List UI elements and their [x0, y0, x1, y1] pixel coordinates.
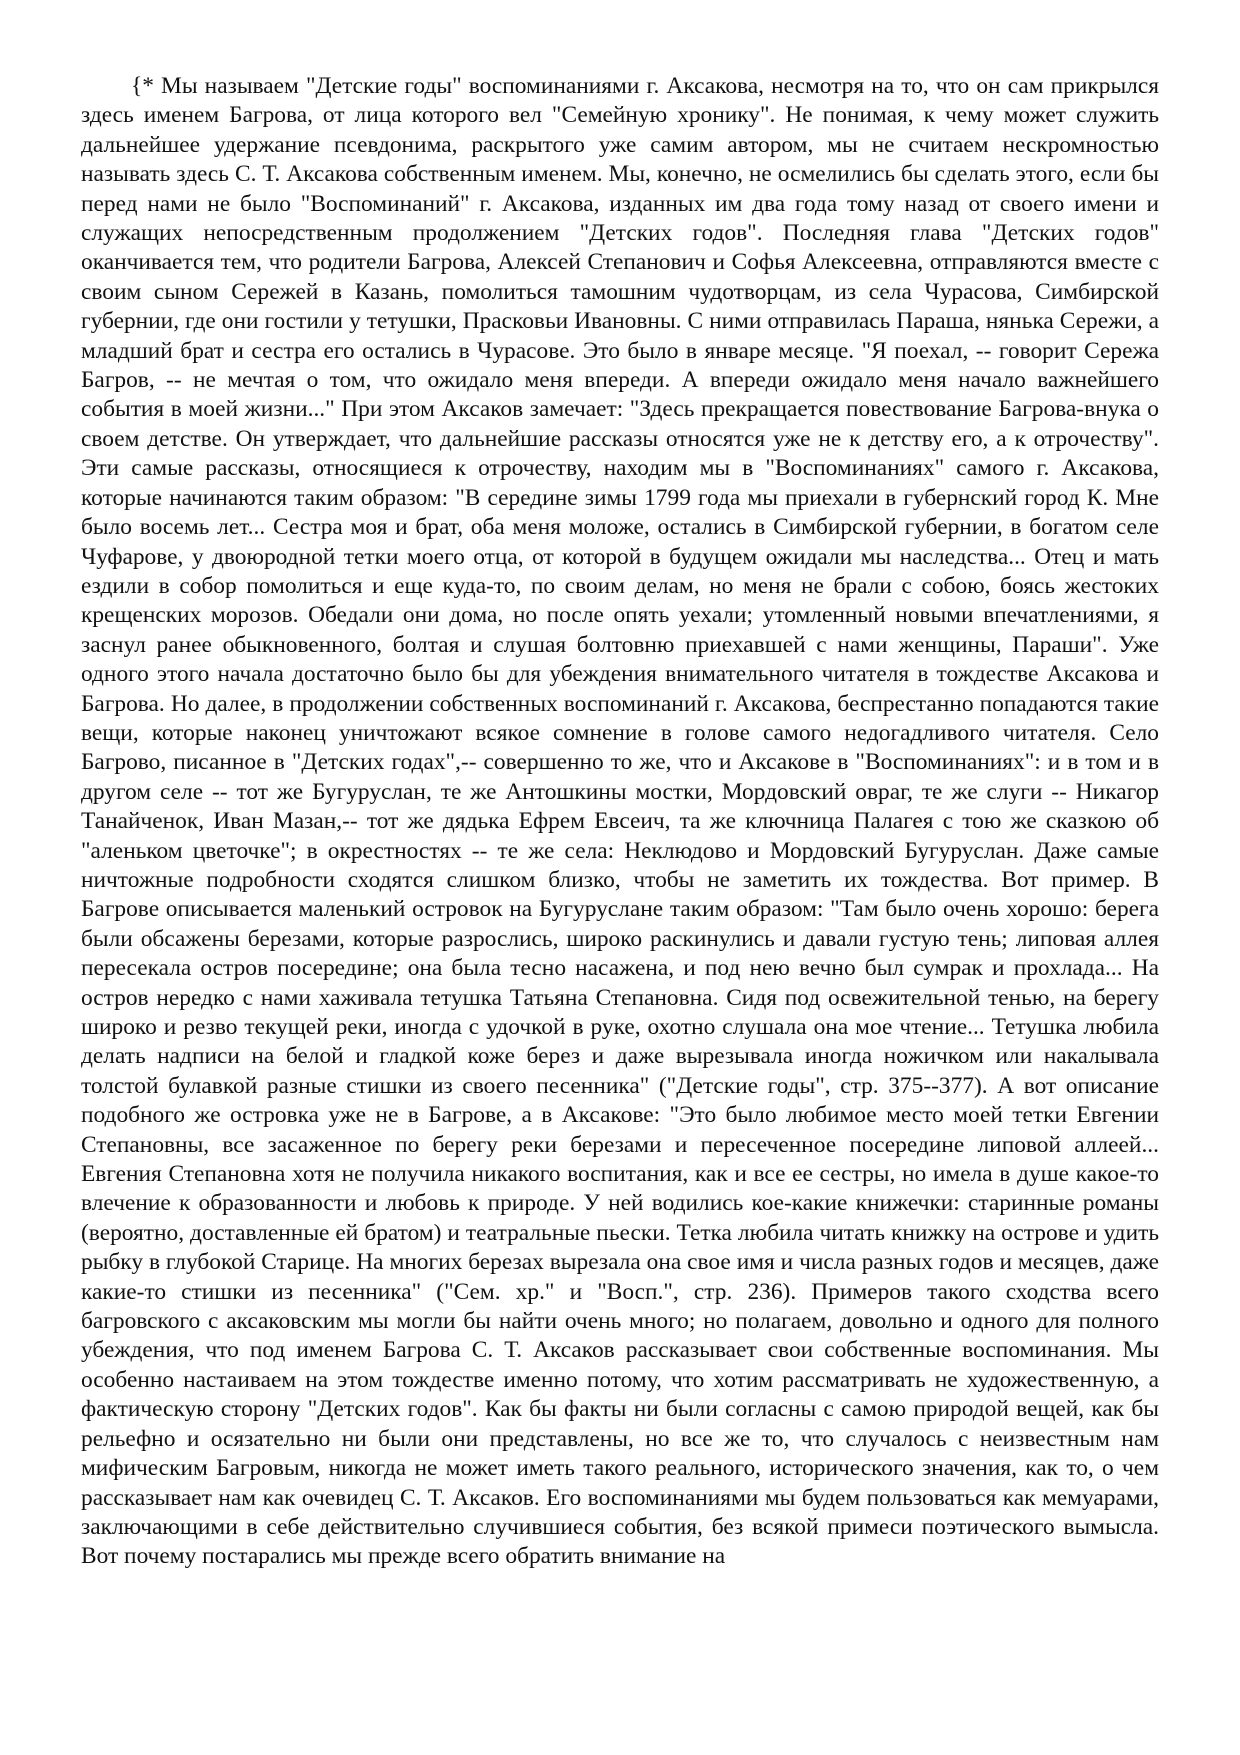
footnote-paragraph: {* Мы называем "Детские годы" воспоминаниями г. Аксакова, несмотря на то, что он сам прикрылся здесь именем Багрова, от лица которого вел "Семейную хронику". Не понимая, к чему может служить дальнейшее удержание псевдонима, раскрытого уже самим автором, мы не считаем нескромностью называть здесь С. Т. Аксакова собственным именем. Мы, конечно, не осмелились бы сделать этого, если бы перед нами не было "Воспоминаний" г. Аксакова, изданных им два года тому назад от своего имени и служащих непосредственным продолжением "Детских годов". Последняя глава "Детских годов" оканчивается тем, что родители Багрова, Алексей Степанович и Софья Алексеевна, отправляются вместе с своим сыном Сережей в Казань, помолиться тамошним чудотворцам, из села Чурасова, Симбирской губернии, где они гостили у тетушки, Прасковьи Ивановны. С ними отправилась Параша, нянька Сережи, а младший брат и сестра его остались в Чурасове. Это было в январе месяце. "Я поехал, -- говорит Сережа Багров, -- не мечтая о том, что ожидало меня впереди. А впереди ожидало меня начало важнейшего события в моей жизни..." При этом Аксаков замечает: "Здесь прекращается повествование Багрова-внука о своем детстве. Он утверждает, что дальнейшие рассказы относятся уже не к детству его, а к отрочеству". Эти самые рассказы, относящиеся к отрочеству, находим мы в "Воспоминаниях" самого г. Аксакова, которые начинаются таким образом: "В середине зимы 1799 года мы приехали в губернский город К. Мне было восемь лет... Сестра моя и брат, оба меня моложе, остались в Симбирской губернии, в богатом селе Чуфарове, у двоюродной тетки моего отца, от которой в будущем ожидали мы наследства... Отец и мать ездили в собор помолиться и еще куда-то, по своим делам, но меня не брали с собою, боясь жестоких крещенских морозов. Обедали они дома, но после опять уехали; утомленный новыми впечатлениями, я заснул ранее обыкновенного, болтая и слушая болтовню приехавшей с нами женщины, Параши". Уже одного этого начала достаточно было бы для убеждения внимательного читателя в тождестве Аксакова и Багрова. Но далее, в продолжении собственных воспоминаний г. Аксакова, беспрестанно попадаются такие вещи, которые наконец уничтожают всякое сомнение в голове самого недогадливого читателя. Село Багрово, писанное в "Детских годах",-- совершенно то же, что и Аксакове в "Воспоминаниях": и в том и в другом селе -- тот же Бугуруслан, те же Антошкины мостки, Мордовский овраг, те же слуги -- Никагор Танайченок, Иван Мазан,-- тот же дядька Ефрем Евсеич, та же ключница Палагея с тою же сказкою об "аленьком цветочке"; в окрестностях -- те же села: Неклюдово и Мордовский Бугуруслан. Даже самые ничтожные подробности сходятся слишком близко, чтобы не заметить их тождества. Вот пример. В Багрове описывается маленький островок на Бугуруслане таким образом: "Там было очень хорошо: берега были обсажены березами, которые разрослись, широко раскинулись и давали густую тень; липовая аллея пересекала остров посередине; она была тесно насажена, и под нею вечно был сумрак и прохлада... На остров нередко с нами хаживала тетушка Татьяна Степановна. Сидя под освежительной тенью, на берегу широко и резво текущей реки, иногда с удочкой в руке, охотно слушала она мое чтение... Тетушка любила делать надписи на белой и гладкой коже берез и даже вырезывала иногда ножичком или накалывала толстой булавкой разные стишки из своего песенника" ("Детские годы", стр. 375--377). А вот описание подобного же островка уже не в Багрове, а в Аксакове: "Это было любимое место моей тетки Евгении Степановны, все засаженное по берегу реки березами и пересеченное посередине липовой аллеей... Евгения Степановна хотя не получила никакого воспитания, как и все ее сестры, но имела в душе какое-то влечение к образованности и любовь к природе. У ней водились кое-какие книжечки: старинные романы (вероятно, доставленные ей братом) и театральные пьески. Тетка любила читать книжку на острове и удить рыбку в глубокой Старице. На многих березах вырезала она свое имя и числа разных годов и месяцев, даже какие-то стишки из песенника" ("Сем. хр." и "Восп.", стр. 236). Примеров такого сходства всего багровского с аксаковским мы могли бы найти очень много; но полагаем, довольно и одного для полного убеждения, что под именем Багрова С. Т. Аксаков рассказывает свои собственные воспоминания. Мы особенно настаиваем на этом тождестве именно потому, что хотим рассматривать не художественную, а фактическую сторону "Детских годов". Как бы факты ни были согласны с самою природой вещей, как бы рельефно и осязательно ни были они представлены, но все же то, что случалось с неизвестным нам мифическим Багровым, никогда не может иметь такого реального, исторического значения, как то, о чем рассказывает нам как очевидец С. Т. Аксаков. Его воспоминаниями мы будем пользоваться как мемуарами, заключающими в себе действительно случившиеся события, без всякой примеси поэтического вымысла. Вот почему постарались мы прежде всего обратить внимание на — [81, 73, 1159, 1570]
footnote-text-block — [81, 72, 1159, 1572]
